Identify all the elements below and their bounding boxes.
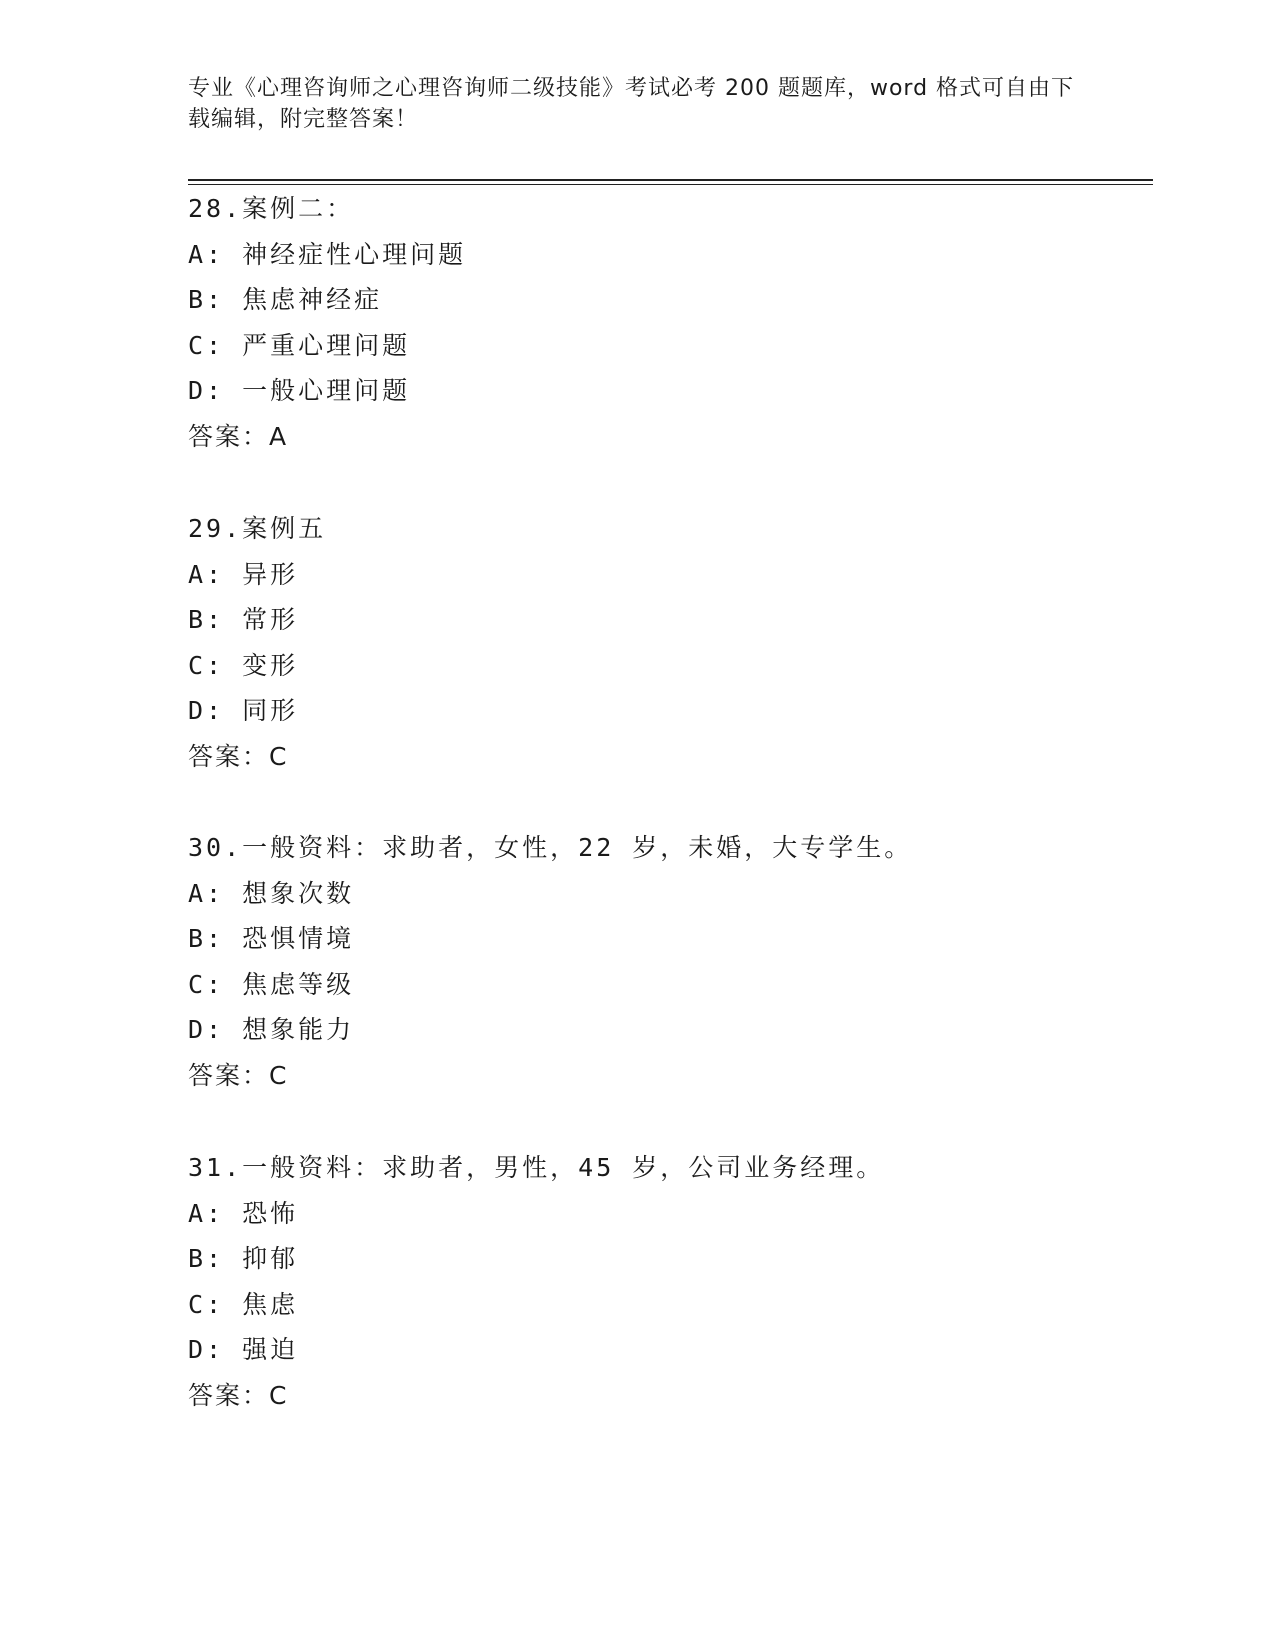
question-30 (188, 825, 1148, 1099)
option-d: D: 强迫 (188, 1335, 299, 1365)
question-title: 30.一般资料：求助者，女性，22 岁，未婚，大专学生。 (188, 833, 913, 862)
answer-line: 答案：C (188, 1060, 289, 1090)
answer-line: 答案：C (188, 741, 289, 771)
option-a: A: 想象次数 (188, 878, 355, 908)
option-d: D: 一般心理问题 (188, 376, 411, 406)
option-d: D: 想象能力 (188, 1015, 355, 1045)
answer-line: 答案：C (188, 1380, 289, 1410)
option-c: C: 变形 (188, 650, 299, 680)
option-a: A: 神经症性心理问题 (188, 239, 467, 269)
option-a: A: 恐怖 (188, 1198, 299, 1228)
question-title: 31.一般资料：求助者，男性，45 岁，公司业务经理。 (188, 1153, 885, 1182)
answer-line: 答案：A (188, 421, 289, 451)
question-title: 29.案例五 (188, 514, 327, 543)
option-b: B: 焦虑神经症 (188, 285, 383, 315)
option-a: A: 异形 (188, 559, 299, 589)
header-divider (188, 179, 1153, 185)
document-intro: 专业《心理咨询师之心理咨询师二级技能》考试必考 200 题题库，word 格式可自由下载编辑，附完整答案！ (188, 76, 1075, 132)
question-29 (188, 506, 1148, 780)
option-d: D: 同形 (188, 696, 299, 726)
question-31 (188, 1145, 1148, 1419)
option-b: B: 抑郁 (188, 1244, 299, 1274)
option-c: C: 焦虑 (188, 1289, 299, 1319)
question-title: 28.案例二： (188, 194, 355, 223)
option-c: C: 严重心理问题 (188, 330, 411, 360)
question-28 (188, 186, 1148, 460)
option-b: B: 恐惧情境 (188, 924, 355, 954)
option-b: B: 常形 (188, 605, 299, 635)
option-c: C: 焦虑等级 (188, 969, 355, 999)
